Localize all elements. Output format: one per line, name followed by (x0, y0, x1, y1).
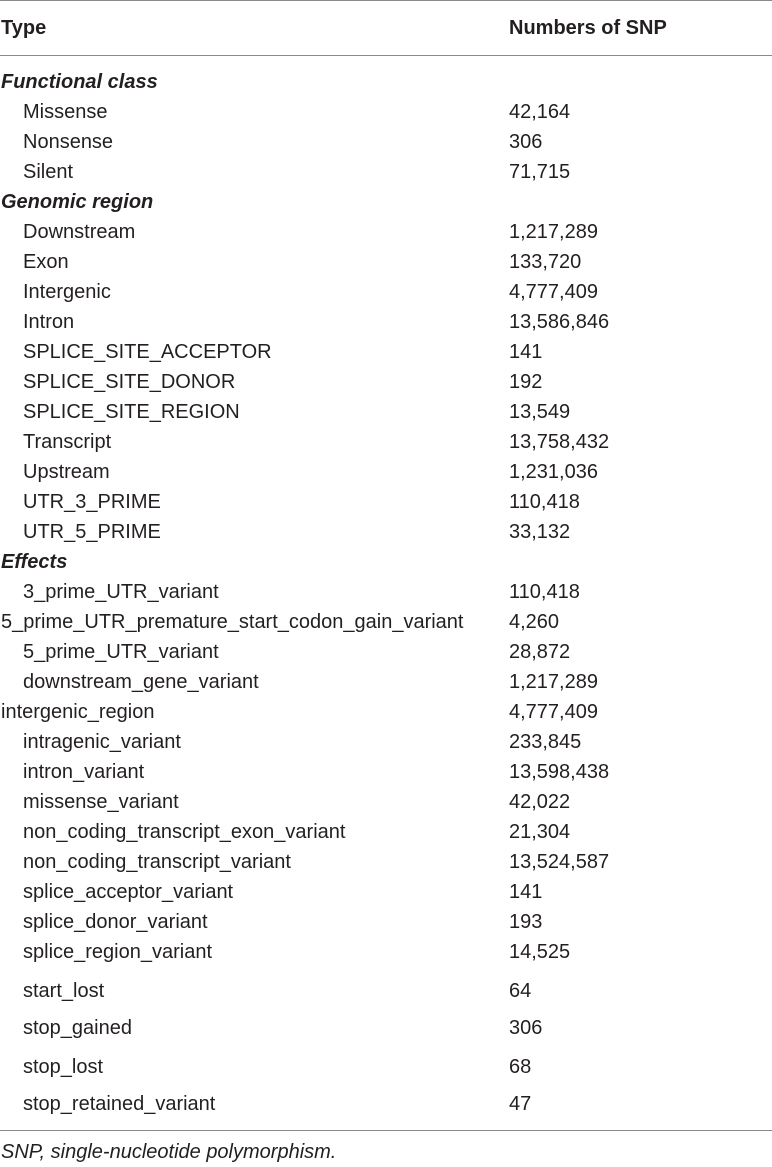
table-row (0, 787, 772, 817)
snp-count-cell: 13,524,587 (509, 851, 610, 873)
type-cell: downstream_gene_variant (23, 671, 259, 693)
type-cell: Missense (23, 101, 108, 123)
type-cell: start_lost (23, 980, 105, 1002)
snp-count-cell: 47 (509, 1093, 532, 1115)
table-row (0, 337, 772, 367)
table-row (0, 217, 772, 247)
snp-count-cell: 192 (509, 371, 543, 393)
type-cell: 3_prime_UTR_variant (23, 581, 219, 603)
snp-count-cell: 33,132 (509, 521, 571, 543)
table-row (0, 427, 772, 457)
table-row (0, 97, 772, 127)
table-row (0, 307, 772, 337)
table-row (0, 757, 772, 787)
snp-count-cell: 1,217,289 (509, 671, 598, 693)
type-cell: splice_donor_variant (23, 911, 208, 933)
snp-count-cell: 4,260 (509, 611, 560, 633)
snp-count-cell: 141 (509, 881, 543, 903)
type-cell: stop_retained_variant (23, 1093, 216, 1115)
type-cell: UTR_5_PRIME (23, 521, 161, 543)
table-row (0, 277, 772, 307)
snp-count-cell: 4,777,409 (509, 701, 598, 723)
header-rule (0, 55, 772, 56)
snp-count-cell: 193 (509, 911, 543, 933)
snp-count-cell: 141 (509, 341, 543, 363)
table-row (0, 247, 772, 277)
type-cell: non_coding_transcript_variant (23, 851, 291, 873)
section-label: Genomic region (1, 191, 154, 213)
table-bottom-rule (0, 1130, 772, 1131)
table-row (0, 727, 772, 757)
type-cell: missense_variant (23, 791, 179, 813)
snp-count-cell: 110,418 (509, 491, 580, 513)
section-label: Effects (1, 551, 68, 573)
snp-count-cell: 14,525 (509, 941, 571, 963)
type-cell: stop_gained (23, 1017, 132, 1039)
type-cell: intron_variant (23, 761, 145, 783)
snp-count-cell: 306 (509, 131, 543, 153)
table-row (0, 697, 772, 727)
table-footnote: SNP, single-nucleotide polymorphism. (1, 1141, 337, 1163)
section-label: Functional class (1, 71, 158, 93)
snp-count-cell: 21,304 (509, 821, 571, 843)
snp-count-cell: 1,217,289 (509, 221, 598, 243)
header-type: Type (1, 17, 47, 39)
table-row (0, 457, 772, 487)
snp-count-cell: 42,022 (509, 791, 571, 813)
table-row (0, 937, 772, 967)
snp-count-cell: 64 (509, 980, 532, 1002)
section-row (0, 187, 772, 217)
snp-count-cell: 68 (509, 1056, 532, 1078)
type-cell: SPLICE_SITE_DONOR (23, 371, 236, 393)
snp-count-cell: 110,418 (509, 581, 580, 603)
type-cell: splice_acceptor_variant (23, 881, 234, 903)
snp-count-cell: 13,586,846 (509, 311, 610, 333)
table-row (0, 367, 772, 397)
type-cell: Intergenic (23, 281, 111, 303)
type-cell: splice_region_variant (23, 941, 213, 963)
snp-count-cell: 233,845 (509, 731, 582, 753)
snp-count-cell: 28,872 (509, 641, 571, 663)
table-row (0, 667, 772, 697)
table-row (0, 1052, 772, 1082)
table-row (0, 157, 772, 187)
type-cell: Silent (23, 161, 74, 183)
table-row (0, 127, 772, 157)
table-row (0, 817, 772, 847)
type-cell: 5_prime_UTR_premature_start_codon_gain_variant (1, 611, 464, 633)
type-cell: Exon (23, 251, 69, 273)
type-cell: Nonsense (23, 131, 114, 153)
table-row (0, 637, 772, 667)
type-cell: Transcript (23, 431, 112, 453)
type-cell: stop_lost (23, 1056, 104, 1078)
table-row (0, 577, 772, 607)
snp-count-cell: 71,715 (509, 161, 571, 183)
table-row (0, 976, 772, 1006)
table-row (0, 517, 772, 547)
snp-count-cell: 13,598,438 (509, 761, 610, 783)
type-cell: Upstream (23, 461, 110, 483)
type-cell: SPLICE_SITE_ACCEPTOR (23, 341, 272, 363)
type-cell: intragenic_variant (23, 731, 181, 753)
type-cell: Intron (23, 311, 75, 333)
type-cell: 5_prime_UTR_variant (23, 641, 219, 663)
snp-count-cell: 306 (509, 1017, 543, 1039)
table-row (0, 907, 772, 937)
section-row (0, 67, 772, 97)
type-cell: intergenic_region (1, 701, 155, 723)
table-row (0, 1089, 772, 1119)
snp-count-cell: 42,164 (509, 101, 571, 123)
snp-count-cell: 4,777,409 (509, 281, 598, 303)
type-cell: non_coding_transcript_exon_variant (23, 821, 346, 843)
table-row (0, 487, 772, 517)
table-row (0, 397, 772, 427)
header-numbers: Numbers of SNP (509, 17, 667, 39)
type-cell: UTR_3_PRIME (23, 491, 161, 513)
section-row (0, 547, 772, 577)
table-row (0, 607, 772, 637)
snp-count-cell: 13,758,432 (509, 431, 610, 453)
table-row (0, 877, 772, 907)
snp-count-cell: 133,720 (509, 251, 582, 273)
snp-count-cell: 13,549 (509, 401, 571, 423)
table-row (0, 1013, 772, 1043)
type-cell: Downstream (23, 221, 136, 243)
table-top-rule (0, 0, 772, 1)
snp-count-cell: 1,231,036 (509, 461, 598, 483)
table-row (0, 847, 772, 877)
type-cell: SPLICE_SITE_REGION (23, 401, 240, 423)
